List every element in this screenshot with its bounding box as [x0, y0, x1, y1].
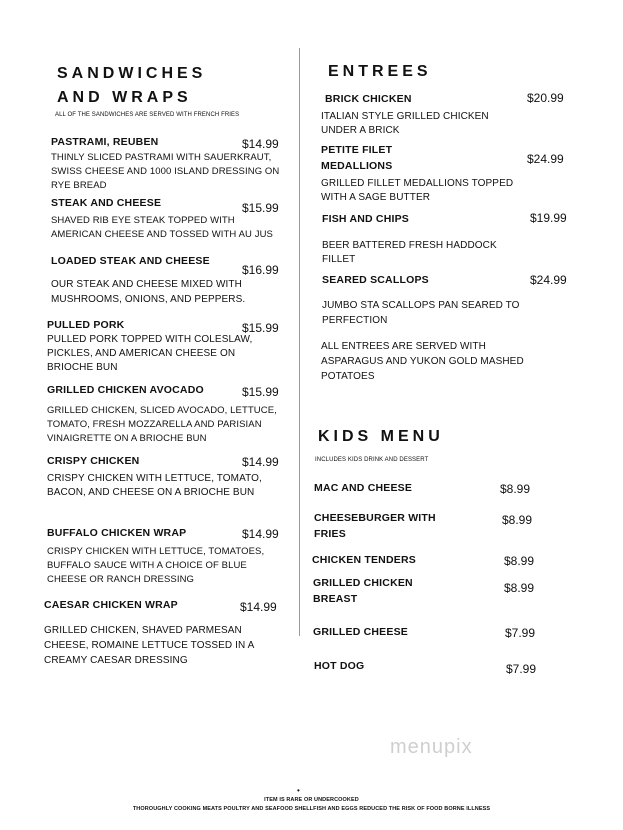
- kids-item-cheeseburger-with-fries: CHEESEBURGER WITH FRIES: [314, 512, 436, 540]
- menu-item-brick-chicken: BRICK CHICKEN ITALIAN STYLE GRILLED CHICKEN UNDER A BRICK: [321, 93, 489, 136]
- kids-item-hot-dog: HOT DOG: [314, 660, 365, 672]
- kids-item-mac-and-cheese: MAC AND CHEESE: [314, 482, 413, 494]
- kids-item-grilled-cheese: GRILLED CHEESE: [313, 626, 408, 638]
- price-pulled-pork: $15.99: [242, 321, 279, 335]
- price-crispy-chicken: $14.99: [242, 455, 279, 469]
- price-pastrami-reuben: $14.99: [242, 137, 279, 151]
- menu-item-pulled-pork: PULLED PORK PULLED PORK TOPPED WITH COLESLAW, PICKLES, AND AMERICAN CHEESE ON BRIOCHE BUN: [47, 319, 253, 373]
- price-caesar-chicken-wrap: $14.99: [240, 600, 277, 614]
- menu-item-petite-filet-medallions: PETITE FILET MEDALLIONS GRILLED FILLET MEDALLIONS TOPPED WITH A SAGE BUTTER: [321, 144, 514, 203]
- price-fish-and-chips: $19.99: [530, 211, 567, 225]
- footer-line-1: ITEM IS RARE OR UNDERCOOKED: [264, 797, 359, 803]
- menu-item-fish-and-chips: FISH AND CHIPS BEER BATTERED FRESH HADDOCK FILLET: [322, 213, 497, 265]
- menu-item-caesar-chicken-wrap: CAESAR CHICKEN WRAP GRILLED CHICKEN, SHAVED PARMESAN CHEESE, ROMAINE LETTUCE TOSSED IN A CREAMY CAESAR DRESSING: [44, 599, 255, 666]
- menu-item-buffalo-chicken-wrap: BUFFALO CHICKEN WRAP CRISPY CHICKEN WITH LETTUCE, TOMATOES, BUFFALO SAUCE WITH A CHOICE OF BLUE CHEESE OR RANCH DRESSING: [47, 527, 265, 585]
- price-steak-and-cheese: $15.99: [242, 201, 279, 215]
- price-grilled-chicken-breast: $8.99: [504, 581, 535, 595]
- entrees-title: ENTREES: [328, 63, 432, 80]
- menu-item-crispy-chicken: CRISPY CHICKEN CRISPY CHICKEN WITH LETTUCE, TOMATO, BACON, AND CHEESE ON A BRIOCHE BUN: [47, 455, 262, 498]
- footer-symbol: •: [297, 786, 300, 795]
- price-grilled-chicken-avocado: $15.99: [242, 385, 279, 399]
- column-divider: [299, 48, 300, 636]
- price-seared-scallops: $24.99: [530, 273, 567, 287]
- price-brick-chicken: $20.99: [527, 91, 564, 105]
- footer-line-2: THOROUGHLY COOKING MEATS POULTRY AND SEAFOOD SHELLFISH AND EGGS REDUCED THE RISK OF FOOD BORNE ILLNESS: [132, 806, 491, 812]
- entrees-note: ALL ENTREES ARE SERVED WITH ASPARAGUS AND YUKON GOLD MASHED POTATOES: [321, 341, 524, 382]
- price-petite-filet-medallions: $24.99: [527, 152, 564, 166]
- price-loaded-steak-and-cheese: $16.99: [242, 263, 279, 277]
- menu-item-grilled-chicken-avocado: GRILLED CHICKEN AVOCADO GRILLED CHICKEN, SLICED AVOCADO, LETTUCE, TOMATO, FRESH MOZZARELLA AND PARISIAN VINAIGRETTE ON A BRIOCHE BUN: [47, 384, 277, 444]
- kids-menu-title: KIDS MENU: [318, 428, 444, 445]
- kids-item-grilled-chicken-breast: GRILLED CHICKEN BREAST: [313, 577, 413, 605]
- price-cheeseburger-with-fries: $8.99: [502, 513, 533, 527]
- kids-item-chicken-tenders: CHICKEN TENDERS: [312, 554, 416, 566]
- price-hot-dog: $7.99: [506, 662, 537, 676]
- price-chicken-tenders: $8.99: [504, 554, 535, 568]
- sandwiches-note: ALL OF THE SANDWICHES ARE SERVED WITH FRENCH FRIES: [55, 112, 240, 118]
- kids-menu-note: INCLUDES KIDS DRINK AND DESSERT: [315, 457, 429, 463]
- watermark: menupix: [390, 736, 473, 758]
- menu-item-pastrami-reuben: PASTRAMI, REUBEN THINLY SLICED PASTRAMI WITH SAUERKRAUT, SWISS CHEESE AND 1000 ISLAND DRESSING ON RYE BREAD: [51, 136, 280, 191]
- price-mac-and-cheese: $8.99: [500, 482, 531, 496]
- menu-item-seared-scallops: SEARED SCALLOPS JUMBO STA SCALLOPS PAN SEARED TO PERFECTION: [322, 274, 520, 326]
- price-grilled-cheese: $7.99: [505, 626, 536, 640]
- menu-item-steak-and-cheese: STEAK AND CHEESE SHAVED RIB EYE STEAK TOPPED WITH AMERICAN CHEESE AND TOSSED WITH AU JUS: [51, 197, 273, 240]
- menu-item-loaded-steak-and-cheese: LOADED STEAK AND CHEESE OUR STEAK AND CHEESE MIXED WITH MUSHROOMS, ONIONS, AND PEPPERS.: [51, 255, 246, 305]
- price-buffalo-chicken-wrap: $14.99: [242, 527, 279, 541]
- sandwiches-title: SANDWICHES AND WRAPS: [57, 65, 207, 106]
